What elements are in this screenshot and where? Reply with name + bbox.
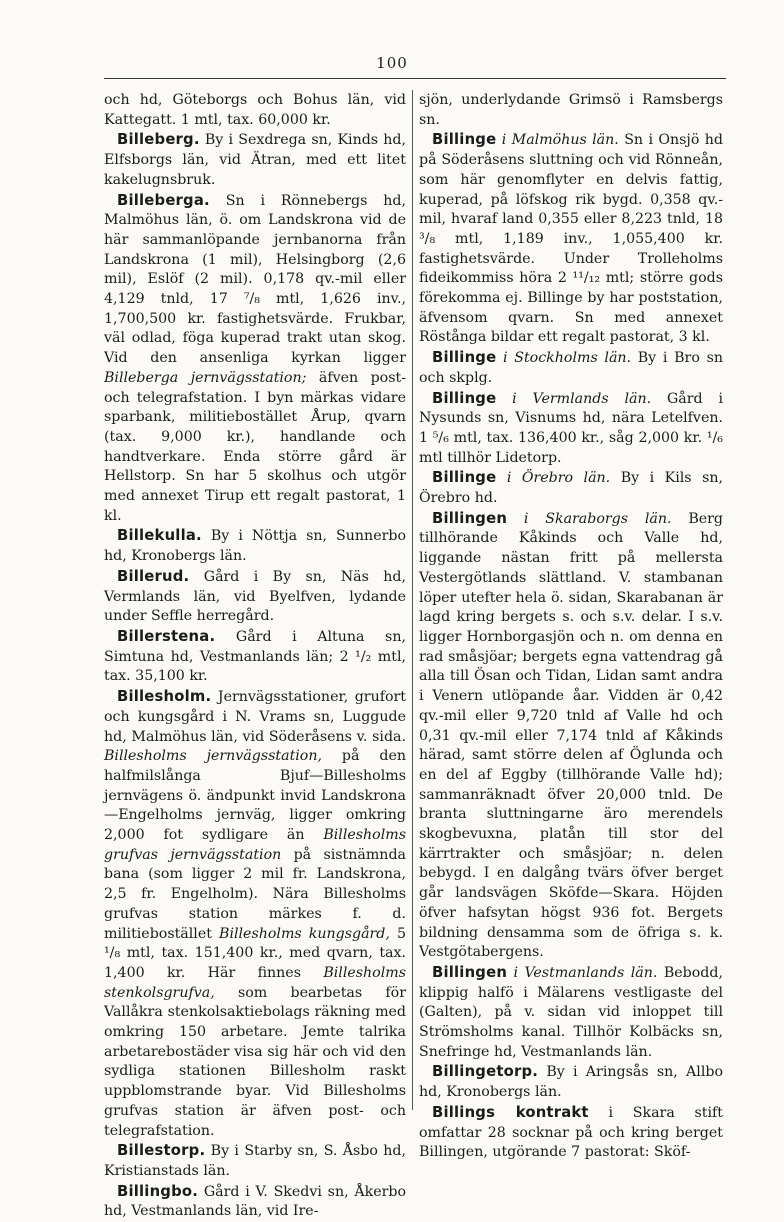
entry-headword: Billingetorp. bbox=[432, 1063, 539, 1081]
entry-headword: Billinge bbox=[432, 389, 497, 407]
entry-text: By i Sexdrega sn, Kinds hd, Elfsborgs län, vid Ätran, med ett litet kakelugnsbruk. bbox=[104, 132, 406, 188]
dictionary-entry bbox=[104, 526, 406, 566]
entry-italic-text: i Malmöhus län. bbox=[501, 132, 619, 149]
entry-headword: Billestorp. bbox=[117, 1142, 206, 1160]
dictionary-entry bbox=[104, 627, 406, 687]
entry-italic-text: i Örebro län. bbox=[506, 470, 611, 487]
dictionary-entry bbox=[419, 91, 723, 130]
dictionary-entry bbox=[419, 348, 723, 388]
dictionary-entry bbox=[104, 91, 406, 130]
left-column bbox=[104, 91, 406, 1222]
entry-headword: Billesholm. bbox=[117, 688, 212, 706]
right-column bbox=[419, 91, 723, 1163]
entry-headword: Billeberg. bbox=[117, 131, 200, 149]
entry-text: på sistnämnda bana (som ligger 2 mil fr. Landskrona, 2,5 fr. Engelholm). Nära Billesholms grufvas station märkes f. d. militiebostället bbox=[104, 846, 406, 942]
dictionary-entry bbox=[419, 1062, 723, 1102]
entry-headword: Billingbo. bbox=[117, 1182, 199, 1200]
entry-text bbox=[496, 470, 507, 486]
entry-text: By i Kils sn, Örebro hd. bbox=[419, 470, 724, 507]
entry-headword: Billeberga. bbox=[117, 191, 210, 209]
entry-italic-text: i Skaraborgs län. bbox=[523, 510, 672, 527]
dictionary-entry bbox=[419, 389, 723, 469]
entry-italic-text: Billesholms grufvas jernvägsstation bbox=[104, 827, 406, 863]
entry-text: By i Bro sn och skplg. bbox=[419, 350, 723, 386]
entry-headword: Billings kontrakt bbox=[432, 1103, 589, 1121]
entry-italic-text: i Vestmanlands län. bbox=[513, 964, 658, 981]
dictionary-entry bbox=[104, 191, 406, 527]
entry-text: Sn i Rönnebergs hd, Malmöhus län, ö. om Landskrona vid de här sammanlöpande jernbanorna från Landskrona (1 mil), Helsingborg (2,6 mil), Eslöf (2 mil). 0,178 qv.-mil eller 4,129 tnld, 17 ⁷/₈ mtl, 1,626 inv., 1,700,500 kr. fastighetsvärde. Frukbar, väl odlad, föga kuperad trakt utan skog. Vid den ansenliga kyrkan ligger bbox=[104, 192, 406, 367]
entry-italic-text: Billeberga jernvägsstation; bbox=[104, 369, 307, 386]
entry-headword: Billingen bbox=[432, 963, 508, 981]
entry-text: i Skara stift omfattar 28 socknar på och kring berget Billingen, utgörande 7 pastorat: Sköf- bbox=[419, 1104, 723, 1161]
dictionary-entry bbox=[104, 1141, 406, 1181]
entry-text: Gård i By sn, Näs hd, Vermlands län, vid Byelfven, lydande under Seffle herregård. bbox=[104, 568, 406, 625]
entry-headword: Billingen bbox=[432, 509, 508, 527]
dictionary-entry bbox=[104, 687, 406, 1141]
entry-text: som bearbetas för Vallåkra stenkolsaktiebolags räkning med omkring 150 arbetare. Jemte talrika arbetarebostäder visa sig här och vid den sydliga stationen Billesholm raskt uppblomstrande byar. Vid Billesholms grufvas station är äfven post- och telegrafstation. bbox=[104, 984, 406, 1139]
dictionary-entry bbox=[419, 509, 723, 963]
entry-italic-text: Billesholms jernvägsstation, bbox=[104, 748, 322, 765]
entry-text: By i Nöttja sn, Sunnerbo hd, Kronobergs län. bbox=[104, 528, 406, 565]
column-divider bbox=[412, 90, 413, 1110]
dictionary-entry bbox=[419, 963, 723, 1063]
dictionary-entry bbox=[419, 130, 723, 348]
entry-text: By i Aringsås sn, Allbo hd, Kronobergs län. bbox=[419, 1064, 723, 1101]
entry-text: på den halfmilslånga Bjuf—Billesholms jernvägens ö. ändpunkt invid Landskrona—Engelholms jernväg, ligger omkring 2,000 fot sydligare än bbox=[104, 748, 406, 844]
entry-text: By i Starby sn, S. Åsbo hd, Kristianstads län. bbox=[104, 1143, 406, 1179]
entry-text: äfven post- och telegrafstation. I byn märkas vidare sparbank, militiebostället Årup, qvarn (tax. 9,000 kr.), handlande och handtverkare. Enda större gård är Hellstorp. Sn har 5 skolhus och utgör med annexet Tirup ett regalt pastorat, 1 kl. bbox=[104, 369, 407, 524]
header-rule bbox=[104, 78, 726, 79]
entry-italic-text: Billesholms kungsgård, bbox=[219, 925, 390, 942]
entry-text: Jernvägsstationer, grufort och kungsgård i N. Vrams sn, Luggude hd, Malmöhus län, vid Söderåsens v. sida. bbox=[104, 689, 406, 745]
dictionary-entry bbox=[419, 468, 723, 508]
entry-text: Bebodd, klippig halfö i Mälarens vestligaste del (Galten), på v. sidan vid inloppet till Strömsholms kanal. Tillhör Kolbäcks sn, Snefringe hd, Vestmanlands län. bbox=[419, 964, 723, 1060]
entry-headword: Billerstena. bbox=[117, 627, 216, 645]
entry-text: och hd, Göteborgs och Bohus län, vid Kattegatt. 1 mtl, tax. 60,000 kr. bbox=[104, 92, 406, 128]
entry-headword: Billekulla. bbox=[117, 527, 202, 545]
entry-italic-text: i Vermlands län. bbox=[512, 390, 652, 407]
entry-text: Gård i Altuna sn, Simtuna hd, Vestmanlands län; 2 ¹/₂ mtl, tax. 35,100 kr. bbox=[104, 628, 406, 685]
entry-text: Gård i Nysunds sn, Visnums hd, nära Letelfven. 1 ⁵/₆ mtl, tax. 136,400 kr., såg 2,000 kr. ¹/₆ mtl tillhör Lidetorp. bbox=[419, 390, 723, 466]
entry-text: 5 ¹/₈ mtl, tax. 151,400 kr., med qvarn, tax. 1,400 kr. Här finnes bbox=[104, 925, 406, 981]
dictionary-entry bbox=[104, 1182, 406, 1222]
entry-text bbox=[507, 511, 524, 527]
entry-text: sjön, underlydande Grimsö i Ramsbergs sn. bbox=[419, 92, 723, 128]
entry-text: Sn i Onsjö hd på Söderåsens sluttning och vid Rönneån, som här genomflyter en delvis fattig, kuperad, på löfskog rik bygd. 0,358 qv.-mil, hvaraf land 0,355 eller 8,223 tnld, 18 ³/₈ mtl, 1,189 inv., 1,055,400 kr. fastighetsvärde. Under Trolleholms fideikommiss höra 2 ¹¹/₁₂ mtl; större gods förekomma ej. Billinge by har poststation, äfvensom qvarn. Sn med annexet Röstånga bildar ett regalt pastorat, 3 kl. bbox=[419, 132, 723, 346]
entry-italic-text: i Stockholms län. bbox=[503, 350, 632, 367]
entry-text: Gård i V. Skedvi sn, Åkerbo hd, Vestmanlands län, vid Ire- bbox=[104, 1183, 406, 1220]
entry-italic-text: Billesholms stenkolsgrufva, bbox=[104, 964, 406, 1001]
entry-headword: Billerud. bbox=[117, 567, 190, 585]
page-number: 100 bbox=[376, 54, 408, 72]
entry-headword: Billinge bbox=[432, 469, 497, 487]
entry-text: Berg tillhörande Kåkinds och Valle hd, liggande nästan fritt på mellersta Vestergötlands slättland. V. stambanan löper utefter hela ö. sidan, Skarabanan är lagd kring bergets s. och s.v. delar. I s.v. ligger Hornborgasjön och n. om denna en rad småsjöar; bergets egna vattendrag gå alla till Ösan och Tidan, Lidan samt andra i Venern utlöpande åar. Vidden är 0,42 qv.-mil eller 9,720 tnld af Valle hd och 0,31 qv.-mil eller 7,174 tnld af Kåkinds härad, samt större delen af Öglunda och en del af Eggby (tillhörande Valle hd); sammanräknadt öfver 20,000 tnld. De branta sluttningarne äro merendels skogbevuxna, platån till stor del kärrtrakter och småsjöar; n. delen bebygd. I en dalgång tvärs öfver berget går landsvägen Sköfde—Skara. Höjden öfver hafsytan högst 936 fot. Bergets bildning densamma som de öfriga s. k. Vestgötabergens. bbox=[419, 510, 724, 961]
dictionary-entry bbox=[104, 130, 406, 190]
dictionary-entry bbox=[104, 567, 406, 627]
entry-text bbox=[496, 391, 512, 407]
entry-headword: Billinge bbox=[432, 349, 497, 367]
entry-headword: Billinge bbox=[432, 131, 497, 149]
